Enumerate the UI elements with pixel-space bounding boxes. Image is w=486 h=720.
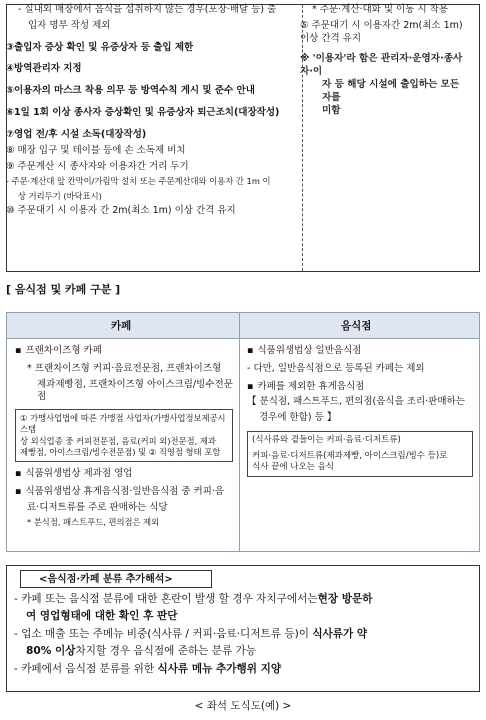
interpretation-item: - 카페 또는 음식점 분류에 대한 혼란이 발생 할 경우 자치구에서는현장 방문하 (14, 593, 373, 605)
guideline-line: ⑦영업 전/후 시설 소독(대장작성) (6, 128, 147, 140)
restaurant-header: 음식점 (341, 320, 372, 332)
guideline-line: - 주문·계산대 앞 칸막이/가림막 설치 또는 주문계산대와 이용자 간 1m 이 (6, 176, 271, 187)
classification-table (6, 312, 480, 552)
table-divider (239, 313, 240, 551)
side-dessert-box: (식사류와 곁들이는 커피·음료·디저트류) 커피·음료·디저트류(제과제빵, 아이스크림/빙수 등)로 식사 끝에 나오는 음식 (247, 431, 473, 477)
guideline-line: - 실내외 매장에서 음식을 섭취하지 않는 경우(포장·배달 등) 출 (18, 4, 277, 15)
figure-caption: < 좌석 도식도(예) > (194, 700, 292, 712)
guideline-line: ⑨ 주문계산 시 종사자와 이용자간 거리 두기 (6, 160, 189, 172)
cafe-item: ▪ 식품위생법상 제과점 영업 (15, 468, 233, 481)
distance-rule: ⑤ 주문대기 시 이용자간 2m(최소 1m) 이상 간격 유지 (300, 19, 463, 44)
guideline-line: ⑧ 매장 입구 및 테이블 등에 손 소독제 비치 (6, 144, 186, 156)
restaurant-item: ▪ 식품위생법상 일반음식점 (247, 345, 473, 358)
interpretation-item-cont: 여 영업형태에 대한 확인 후 판단 (26, 610, 178, 623)
guideline-line: ⑤이용자의 마스크 착용 의무 등 방역수칙 게시 및 준수 안내 (6, 85, 255, 97)
table-header (7, 313, 479, 339)
cafe-note: * 프랜차이즈형 커피·음료전문점, 프랜차이즈형 (27, 362, 222, 374)
guideline-line: ③출입자 증상 확인 및 유증상자 등 출입 제한 (6, 41, 194, 53)
cafe-item: ▪ 프랜차이즈형 카페 (15, 345, 233, 358)
guideline-line: 상 거리두기 (바닥표시) (18, 190, 102, 201)
restaurant-sub: - 다만, 일반음식점으로 등록된 카페는 제외 (247, 362, 425, 374)
interpretation-body (14, 591, 476, 678)
cafe-column (15, 345, 233, 532)
interpretation-item-cont: 80% 이상차지할 경우 음식점에 준하는 분류 가능 (26, 645, 257, 658)
mask-note: * 주문·계산·대화 및 이동 시 착용 (312, 4, 449, 15)
guideline-line: ④방역관리자 지정 (6, 63, 82, 75)
guideline-line: ⑩ 주문대기 시 이용자 간 2m(최소 1m) 이상 간격 유지 (6, 204, 236, 216)
restaurant-bracket: 【 분식점, 패스트푸드, 편의점(음식을 조리·판매하는 (247, 396, 465, 408)
section-title: [ 음식점 및 카페 구분 ] (6, 283, 121, 296)
franchise-definition-box: ① 가맹사업법에 따른 가맹점 사업자(가맹사업정보제공시스템 상 외식업종 중 커피전문점, 음료(커피 외)전문점, 제과 제빵점, 아이스크림/빙수전문점) 및 ② 직영점 형태 포함 (15, 409, 233, 462)
guideline-line: ⑥1일 1회 이상 종사자 증상확인 및 유증상자 퇴근조치(대장작성) (6, 107, 280, 119)
cafe-item-cont: 료·디저트류를 주로 판매하는 식당 (27, 501, 168, 513)
interpretation-title: <음식점·카페 분류 추가해석> (20, 570, 212, 588)
user-definition-note: ※ '이용자'라 함은 관리자·운영자·종사자·이 자 등 해당 시설에 출입하는 모든 자를 미함 (300, 53, 463, 117)
cafe-note: * 분식점, 패스트푸드, 편의점은 제외 (27, 517, 160, 528)
guideline-line: 입자 명부 작성 제외 (28, 19, 111, 31)
guideline-right-column (300, 4, 470, 118)
cafe-item: ▪ 식품위생법상 휴게음식점·일반음식점 중 커피·음 (15, 486, 233, 499)
guideline-left-column (6, 4, 290, 221)
interpretation-item: - 업소 매출 또는 주메뉴 비중(식사류 / 커피·음료·디저트류 등)이 식사류가 약 (14, 627, 368, 640)
cafe-header: 카페 (111, 320, 132, 332)
restaurant-item: ▪ 카페를 제외한 휴게음식점 (247, 381, 473, 394)
restaurant-column (247, 345, 473, 483)
interpretation-item: - 카페에서 음식점 분류를 위한 식사류 메뉴 추가행위 지양 (14, 662, 282, 675)
restaurant-bracket: 경우에 한함) 등 】 (259, 412, 337, 424)
cafe-note: 제과제빵점, 프랜차이즈형 아이스크림/빙수전문점 (37, 378, 233, 403)
